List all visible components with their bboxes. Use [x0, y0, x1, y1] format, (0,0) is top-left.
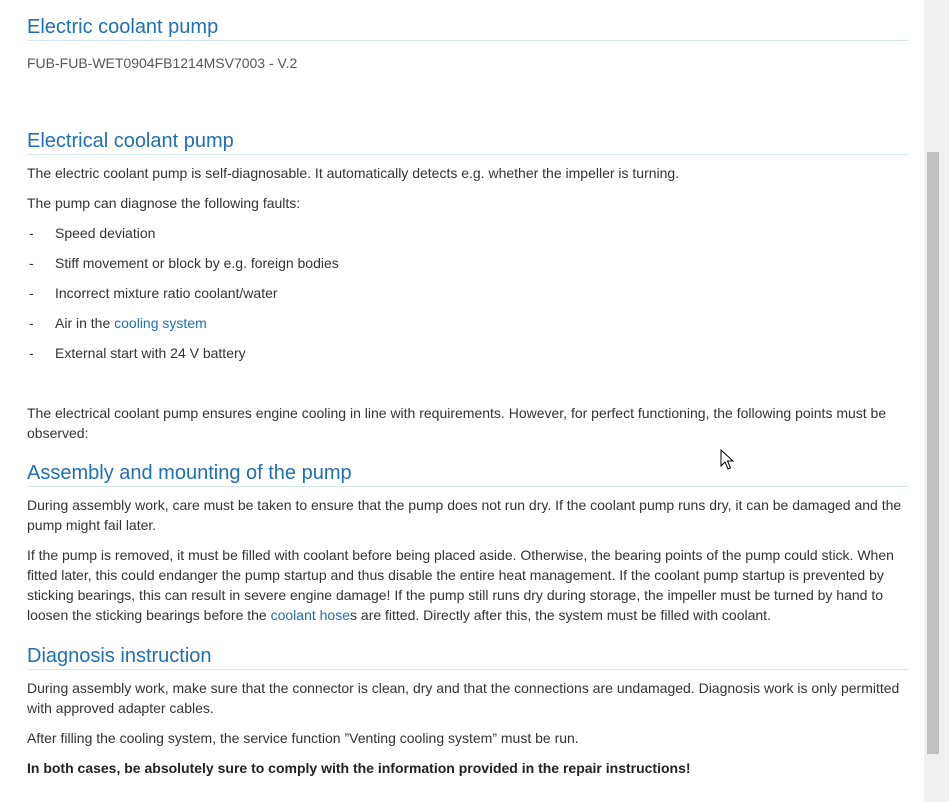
paragraph-assembly-2 [27, 545, 909, 625]
paragraph-intro-1: The electric coolant pump is self-diagnosable. It automatically detects e.g. whether the impeller is turning. [27, 165, 680, 181]
paragraph-diagnosis-2: After filling the cooling system, the service function ”Venting cooling system” must be run. [27, 730, 579, 746]
paragraph-observe: The electrical coolant pump ensures engine cooling in line with requirements. However, for perfect functioning, the following points must be observed: [27, 405, 887, 441]
mouse-pointer-icon [720, 449, 734, 471]
scrollbar-thumb[interactable] [927, 152, 939, 754]
list-item-text: Incorrect mixture ratio coolant/water [55, 285, 278, 301]
list-item-text: Speed deviation [55, 225, 156, 241]
list-dash: - [29, 345, 34, 361]
list-dash: - [29, 315, 34, 331]
cooling-system-link[interactable]: cooling system [114, 315, 207, 331]
assembly-2-text: If the pump is removed, it must be filled with coolant before being placed aside. Otherwise, the bearing points of the pump could stick. When fitted later, this could endanger the pump startup and thus disable the entire heat management. If the coolant pump startup is prevented by sticking bearings, this can result in severe engine damage! If the pump still runs dry during storage, the impeller must be turned by hand to loosen the sticking bearings before the [27, 547, 894, 623]
list-item-text: Stiff movement or block by e.g. foreign bodies [55, 255, 339, 271]
fault-list [27, 223, 909, 363]
document-id: FUB-FUB-WET0904FB1214MSV7003 - V.2 [27, 55, 298, 71]
list-item-text: External start with 24 V battery [55, 345, 246, 361]
list-dash: - [29, 255, 34, 271]
section-heading-electrical-coolant-pump: Electrical coolant pump [27, 129, 909, 155]
list-item [27, 343, 909, 363]
list-dash: - [29, 285, 34, 301]
paragraph-diagnosis-1: During assembly work, make sure that the connector is clean, dry and that the connections are undamaged. Diagnosis work is only permitted with approved adapter cables. [27, 680, 900, 716]
coolant-hose-link[interactable]: coolant hose [270, 607, 351, 623]
list-item [27, 253, 909, 273]
list-dash: - [29, 225, 34, 241]
section-heading-assembly: Assembly and mounting of the pump [27, 461, 909, 487]
paragraph-assembly-1: During assembly work, care must be taken to ensure that the pump does not run dry. If the coolant pump runs dry, it can be damaged and the pump might fail later. [27, 497, 902, 533]
assembly-2-text-end: s are fitted. Directly after this, the system must be filled with coolant. [350, 607, 771, 623]
list-item [27, 223, 909, 243]
page-title: Electric coolant pump [27, 15, 909, 41]
document-content [27, 0, 909, 802]
list-item [27, 283, 909, 303]
vertical-scrollbar[interactable] [924, 0, 949, 802]
paragraph-diagnosis-warning: In both cases, be absolutely sure to comply with the information provided in the repair instructions! [27, 760, 691, 776]
paragraph-intro-2: The pump can diagnose the following faults: [27, 195, 301, 211]
section-heading-diagnosis: Diagnosis instruction [27, 644, 909, 670]
list-item [27, 313, 909, 333]
list-item-text: Air in the [55, 315, 115, 331]
